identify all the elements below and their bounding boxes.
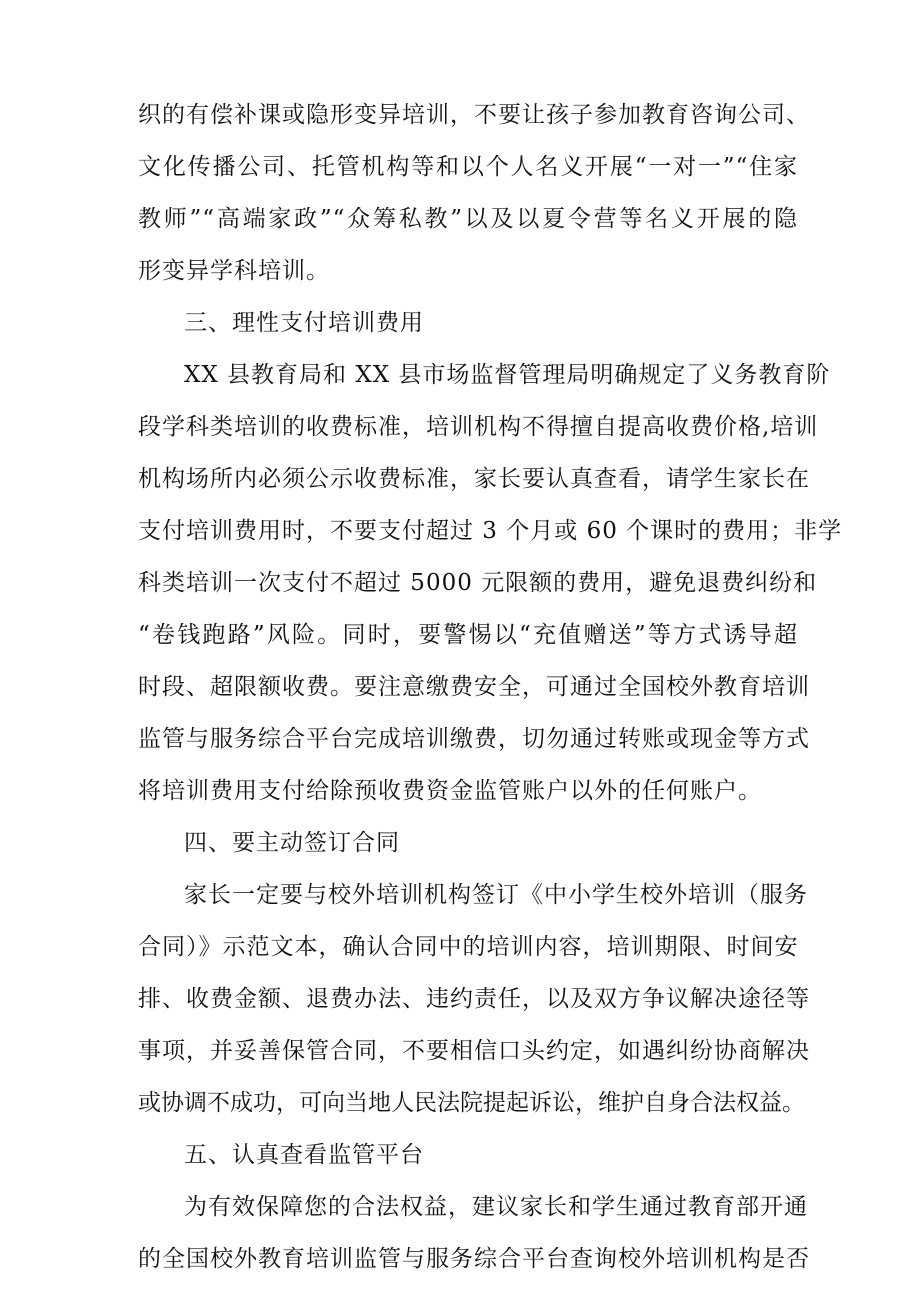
text-line: 时段、超限额收费。要注意缴费安全，可通过全国校外教育培训 [138,674,810,700]
text-line: “卷钱跑路”风险。同时，要警惕以“充值赠送”等方式诱导超 [138,622,798,648]
text-line: 教师”“高端家政”“众筹私教”以及以夏令营等名义开展的隐 [138,206,798,232]
text-line: 形变异学科培训。 [138,258,330,284]
text-line: XX 县教育局和 XX 县市场监督管理局明确规定了义务教育阶 [184,362,831,388]
text-line: 监管与服务综合平台完成培训缴费，切勿通过转账或现金等方式 [138,726,810,752]
text-line: 段学科类培训的收费标准，培训机构不得擅自提高收费价格,培训 [138,414,819,440]
text-line: 排、收费金额、退费办法、违约责任，以及双方争议解决途径等 [138,986,810,1012]
section-heading: 三、理性支付培训费用 [184,310,424,336]
text-line: 事项，并妥善保管合同，不要相信口头约定，如遇纠纷协商解决 [138,1038,810,1064]
text-line: 将培训费用支付给除预收费资金监管账户以外的任何账户。 [138,778,762,804]
text-line: 科类培训一次支付不超过 5000 元限额的费用，避免退费纠纷和 [138,570,818,596]
text-line: 或协调不成功，可向当地人民法院提起诉讼，维护自身合法权益。 [138,1090,805,1116]
text-line: 文化传播公司、托管机构等和以个人名义开展“一对一”“住家 [138,154,798,180]
text-line: 织的有偿补课或隐形变异培训，不要让孩子参加教育咨询公司、 [138,102,810,128]
text-line: 家长一定要与校外培训机构签订《中小学生校外培训（服务 [184,882,808,908]
section-heading: 五、认真查看监管平台 [184,1142,424,1168]
text-line: 的全国校外教育培训监管与服务综合平台查询校外培训机构是否 [138,1246,810,1272]
text-line: 合同）》示范文本，确认合同中的培训内容，培训期限、时间安 [138,934,799,960]
text-line: 支付培训费用时，不要支付超过 3 个月或 60 个课时的费用；非学 [138,518,843,544]
text-line: 为有效保障您的合法权益，建议家长和学生通过教育部开通 [184,1194,808,1220]
section-heading: 四、要主动签订合同 [184,830,400,856]
text-line: 机构场所内必须公示收费标准，家长要认真查看，请学生家长在 [138,466,810,492]
